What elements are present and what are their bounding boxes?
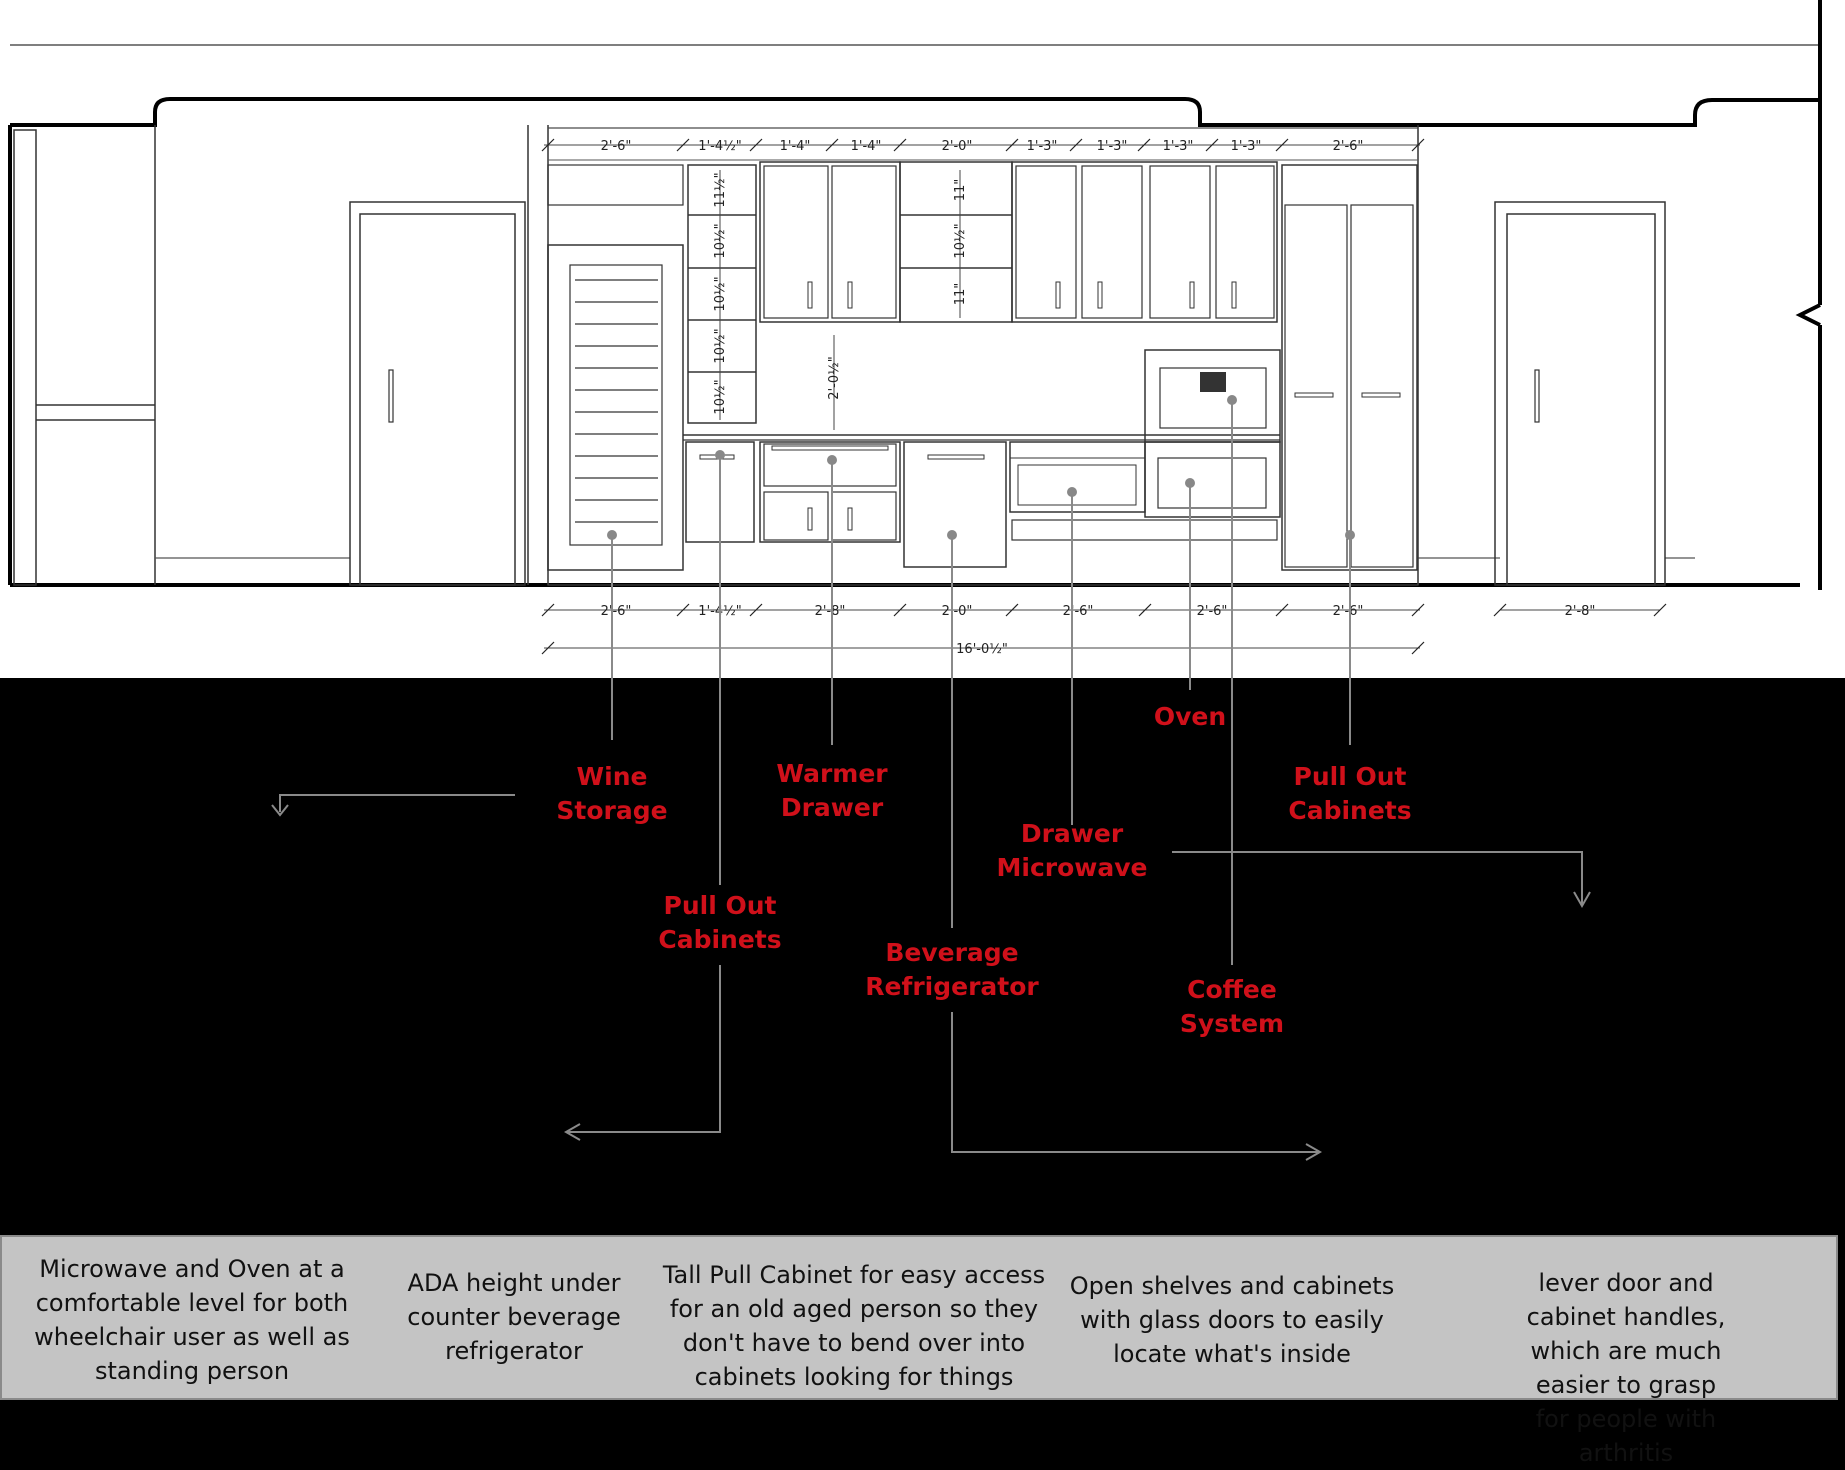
shelf-dimension-right: 11" xyxy=(953,178,968,202)
shelf-dimension-right: 10½" xyxy=(953,223,968,259)
upper-dimension: 1'-4" xyxy=(850,139,882,154)
note-microwave-oven: Microwave and Oven at a comfortable level for both wheelchair user as well as standing person xyxy=(34,1255,350,1385)
upper-dimension: 1'-3" xyxy=(1230,139,1262,154)
lower-dimension: 2'-8" xyxy=(814,604,846,619)
note-ada-refrigerator: ADA height under counter beverage refrigerator xyxy=(407,1269,621,1365)
lower-dimension: 2'-0" xyxy=(941,604,973,619)
upper-dimension: 1'-3" xyxy=(1026,139,1058,154)
upper-dimension: 2'-6" xyxy=(1332,139,1364,154)
shelf-dimension-right: 11" xyxy=(953,282,968,306)
shelf-dimension-left: 10½" xyxy=(713,276,728,312)
shelf-dimension-left: 10½" xyxy=(713,223,728,259)
overall-dimension: 16'-0½" xyxy=(956,642,1008,657)
drawing-background xyxy=(0,0,1845,678)
upper-dimension: 1'-4½" xyxy=(698,139,742,154)
lower-dimension: 1'-4½" xyxy=(698,604,742,619)
lower-dimension: 2'-6" xyxy=(1332,604,1364,619)
label-coffee-system: Coffee System xyxy=(1179,975,1285,1038)
note-tall-pull-cabinet: Tall Pull Cabinet for easy access for an old aged person so they don't have to bend over into cabinets looking for things xyxy=(662,1261,1046,1391)
upper-dimension: 1'-3" xyxy=(1096,139,1128,154)
upper-dimension: 1'-3" xyxy=(1162,139,1194,154)
shelf-dimension-left: 10½" xyxy=(713,328,728,364)
label-warmer-drawer: Warmer Drawer xyxy=(776,759,888,822)
upper-dimension: 2'-6" xyxy=(600,139,632,154)
note-lever-handles: lever door and cabinet handles, which are much easier to grasp for people with arthritis xyxy=(1526,1269,1726,1467)
lower-dimension: 2'-6" xyxy=(1062,604,1094,619)
upper-dimension: 2'-0" xyxy=(941,139,973,154)
lower-dimension: 2'-8" xyxy=(1564,604,1596,619)
label-beverage-refrigerator: Beverage Refrigerator xyxy=(865,938,1039,1001)
label-drawer-microwave: Drawer Microwave xyxy=(996,819,1148,882)
shelf-dimension-left: 10½" xyxy=(713,379,728,415)
label-oven: Oven xyxy=(1153,702,1227,731)
label-pull-out-cabinets-right: Pull Out Cabinets xyxy=(1288,762,1412,825)
lower-dimension: 2'-6" xyxy=(1196,604,1228,619)
note-open-shelves: Open shelves and cabinets with glass doors to easily locate what's inside xyxy=(1069,1272,1395,1368)
upper-dimension: 1'-4" xyxy=(779,139,811,154)
label-pull-out-cabinets-left: Pull Out Cabinets xyxy=(658,891,782,954)
label-wine-storage: Wine Storage xyxy=(556,762,668,825)
lower-dimension: 2'-6" xyxy=(600,604,632,619)
shelf-dimension-left: 11½" xyxy=(713,172,728,208)
backsplash-dimension: 2'-0½" xyxy=(827,356,842,400)
